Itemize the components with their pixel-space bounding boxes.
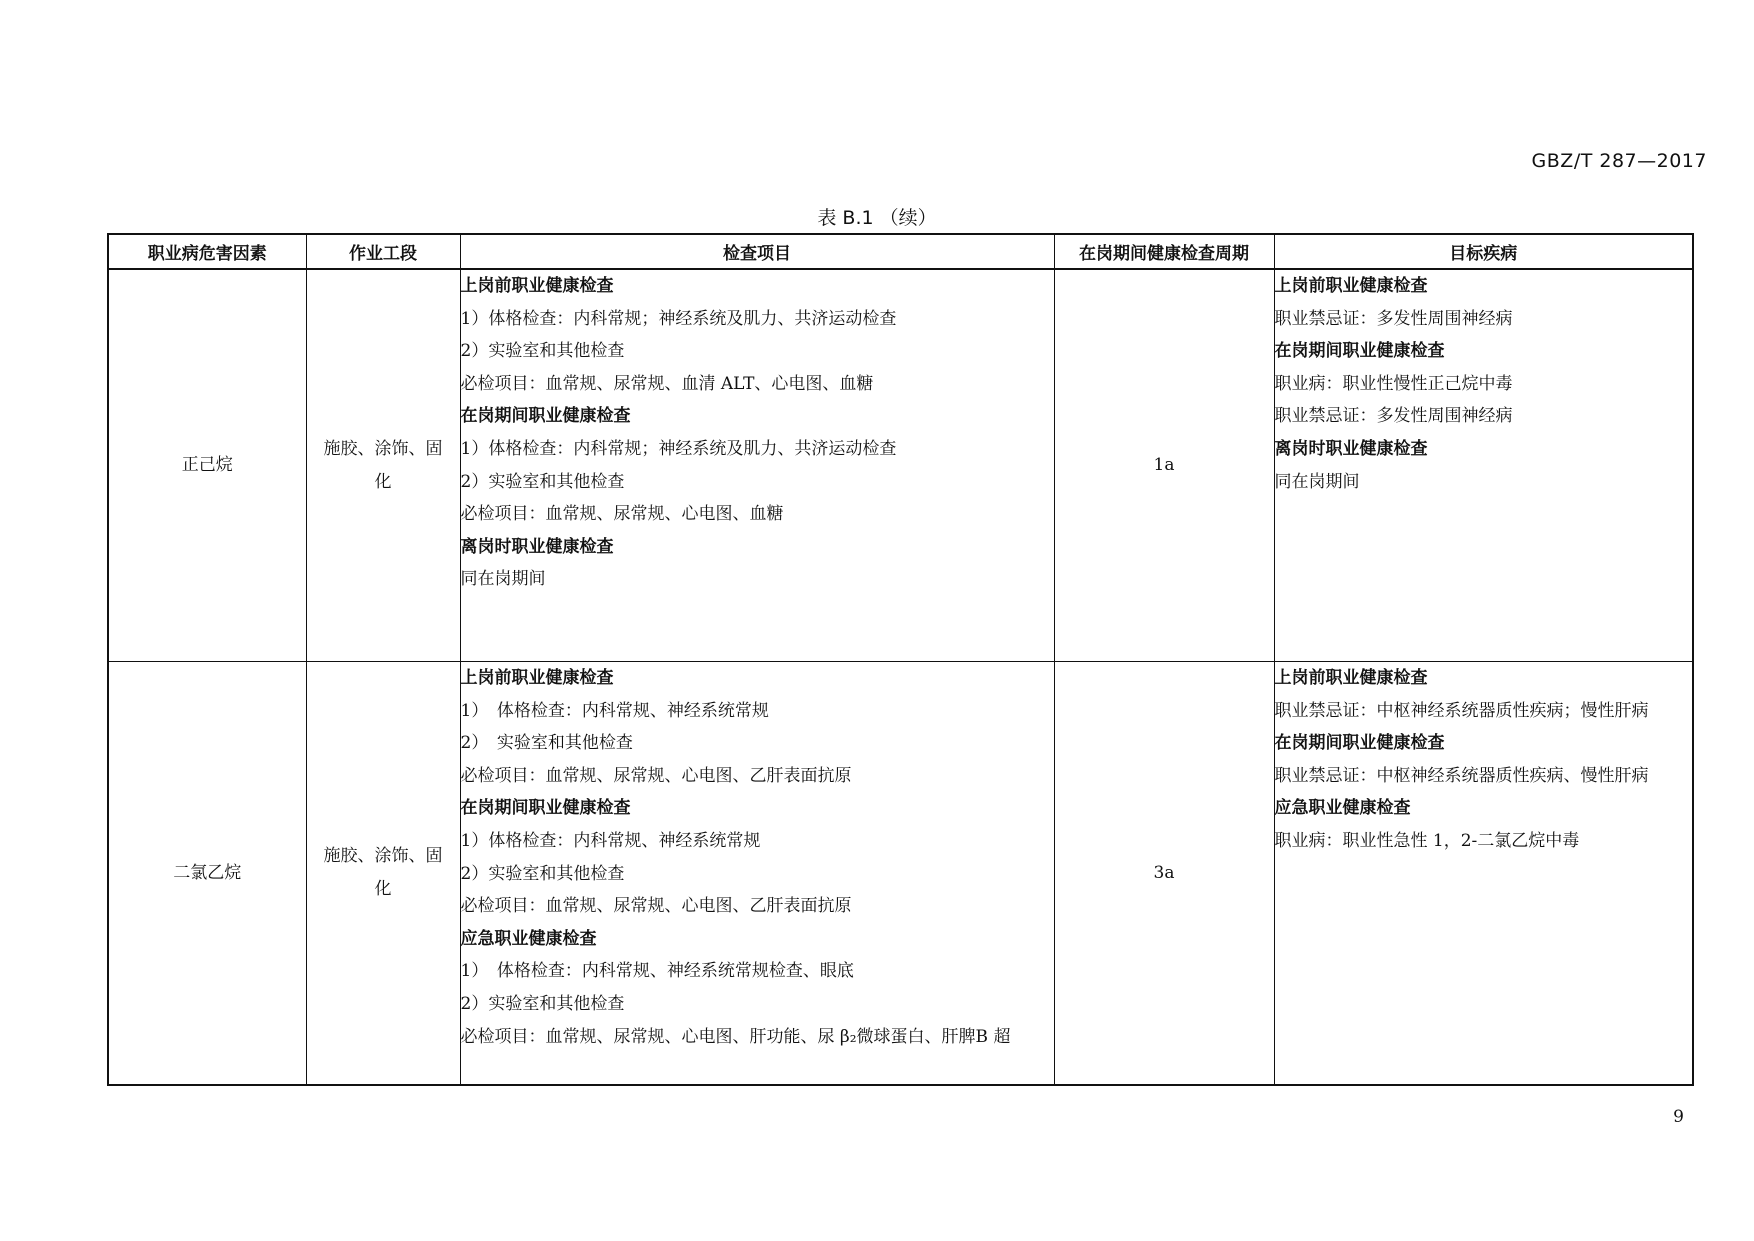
table-row (108, 662, 1693, 1086)
target-diseases-cell (1274, 269, 1693, 662)
col-header-diseases: 目标疾病 (1274, 234, 1693, 269)
list-line: 2）实验室和其他检查 (460, 993, 625, 1014)
section-heading: 在岗期间职业健康检查 (1274, 341, 1445, 362)
work-stage-text: 施胶、涂饰、固化 (323, 846, 443, 899)
table-header-row (108, 234, 1693, 269)
section-heading: 上岗前职业健康检查 (1274, 668, 1428, 688)
section-heading: 在岗期间职业健康检查 (460, 406, 631, 427)
section-heading: 在岗期间职业健康检查 (1274, 733, 1445, 754)
col-header-factor: 职业病危害因素 (108, 234, 306, 269)
work-stage-cell (306, 269, 460, 662)
col-header-items: 检查项目 (460, 234, 1054, 269)
list-line: 必检项目：血常规、尿常规、心电图、血糖 (460, 504, 784, 525)
col-header-period: 在岗期间健康检查周期 (1054, 234, 1274, 269)
list-line: 1）体格检查：内科常规；神经系统及肌力、共济运动检查 (460, 308, 897, 329)
target-diseases-cell (1274, 662, 1693, 1086)
exam-items-cell (460, 662, 1054, 1086)
exam-items-cell (460, 269, 1054, 662)
work-stage-text: 施胶、涂饰、固化 (323, 438, 443, 492)
list-line: 同在岗期间 (460, 569, 546, 590)
section-heading: 上岗前职业健康检查 (460, 276, 614, 296)
work-stage-cell (306, 662, 460, 1086)
table-row (108, 269, 1693, 662)
hazard-exam-table (107, 233, 1694, 1086)
list-line: 1） 体格检查：内科常规、神经系统常规检查、眼底 (460, 961, 854, 982)
list-line: 2）实验室和其他检查 (460, 341, 625, 362)
list-line: 2）实验室和其他检查 (460, 471, 625, 492)
exam-period-cell: 3a (1054, 662, 1274, 1086)
list-line: 职业病：职业性急性 1，2-二氯乙烷中毒 (1274, 830, 1580, 851)
hazard-factor-cell: 二氯乙烷 (108, 662, 306, 1086)
list-line: 职业禁忌证：中枢神经系统器质性疾病；慢性肝病 (1274, 700, 1649, 721)
section-heading: 离岗时职业健康检查 (1274, 438, 1428, 459)
exam-period-cell: 1a (1054, 269, 1274, 662)
section-heading: 在岗期间职业健康检查 (460, 798, 631, 819)
list-line: 必检项目：血常规、尿常规、心电图、乙肝表面抗原 (460, 896, 852, 917)
list-line: 同在岗期间 (1274, 471, 1360, 492)
list-line: 必检项目：血常规、尿常规、心电图、肝功能、尿 β₂微球蛋白、肝脾B 超 (460, 1026, 1011, 1047)
list-line: 1）体格检查：内科常规、神经系统常规 (460, 830, 761, 851)
list-line: 职业病：职业性慢性正己烷中毒 (1274, 373, 1513, 394)
section-heading: 离岗时职业健康检查 (460, 536, 614, 557)
list-line: 1）体格检查：内科常规；神经系统及肌力、共济运动检查 (460, 438, 897, 459)
list-line: 1） 体格检查：内科常规、神经系统常规 (460, 700, 769, 721)
section-heading: 应急职业健康检查 (460, 928, 597, 949)
list-line: 2） 实验室和其他检查 (460, 733, 633, 754)
list-line: 2）实验室和其他检查 (460, 863, 625, 884)
standard-code: GBZ/T 287—2017 (1531, 150, 1707, 172)
col-header-stage: 作业工段 (306, 234, 460, 269)
list-line: 必检项目：血常规、尿常规、血清 ALT、心电图、血糖 (460, 373, 874, 394)
page-number: 9 (1673, 1107, 1684, 1127)
list-line: 职业禁忌证：中枢神经系统器质性疾病、慢性肝病 (1274, 765, 1649, 786)
list-line: 职业禁忌证：多发性周围神经病 (1274, 406, 1513, 427)
list-line: 职业禁忌证：多发性周围神经病 (1274, 308, 1513, 329)
section-heading: 上岗前职业健康检查 (1274, 276, 1428, 296)
hazard-factor-cell: 正己烷 (108, 269, 306, 662)
section-heading: 上岗前职业健康检查 (460, 668, 614, 688)
list-line: 必检项目：血常规、尿常规、心电图、乙肝表面抗原 (460, 765, 852, 786)
table-caption: 表 B.1 （续） (817, 207, 937, 229)
section-heading: 应急职业健康检查 (1274, 798, 1411, 819)
